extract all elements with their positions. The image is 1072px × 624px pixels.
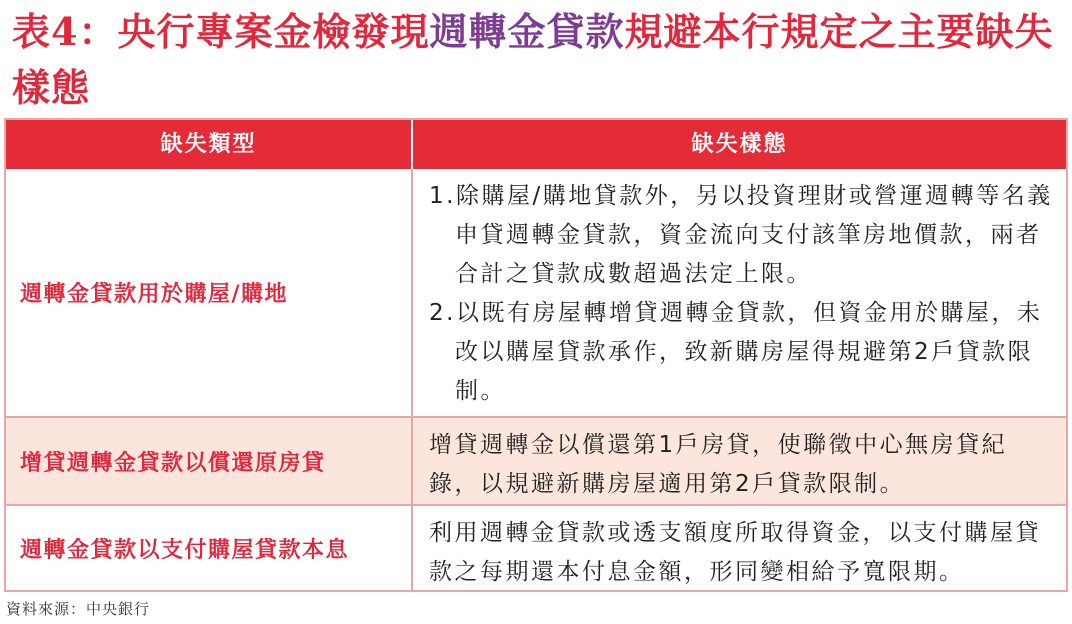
header-deficiency-pattern: 缺失樣態 (691, 132, 788, 157)
description-item: 利用週轉金貸款或透支額度所取得資金，以支付購屋貸款之每期還本付息金額，形同變相給予寬限期。 (429, 520, 1041, 585)
table-header (6, 120, 1066, 169)
row-description-cell (413, 169, 1066, 416)
header-deficiency-type: 缺失類型 (160, 132, 257, 157)
title-suffix: 規避本行規定之主要缺失樣態 (12, 9, 1054, 110)
title-prefix: 表4：央行專案金檢發現 (12, 9, 430, 54)
description-item: 1.除購屋/購地貸款外，另以投資理財或營運週轉等名義申貸週轉金貸款，資金流向支付該筆房地價款，兩者合計之貸款成數超過法定上限。 (429, 183, 1053, 287)
deficiency-table (4, 118, 1068, 592)
table-row (6, 169, 1066, 416)
table-row (6, 416, 1066, 504)
page-title (12, 4, 1062, 116)
description-item: 2.以既有房屋轉增貸週轉金貸款，但資金用於購屋，未改以購屋貸款承作，致新購房屋得規避第2戶貸款限制。 (429, 300, 1043, 404)
row-type-cell: 週轉金貸款用於購屋/購地 (20, 282, 289, 307)
row-type-cell: 週轉金貸款以支付購屋貸款本息 (20, 537, 350, 563)
row-type-cell: 增貸週轉金貸款以償還原房貸 (20, 450, 326, 476)
column-divider (411, 169, 413, 590)
description-item: 增貸週轉金以償還第1戶房貸，使聯徵中心無房貸紀錄，以規避新購房屋適用第2戶貸款限制。 (429, 432, 1008, 497)
source-note: 資料來源：中央銀行 (6, 600, 151, 618)
row-description-cell (413, 506, 1066, 590)
title-highlight: 週轉金貸款 (429, 9, 625, 54)
table-row (6, 504, 1066, 590)
row-description-cell (413, 418, 1066, 504)
